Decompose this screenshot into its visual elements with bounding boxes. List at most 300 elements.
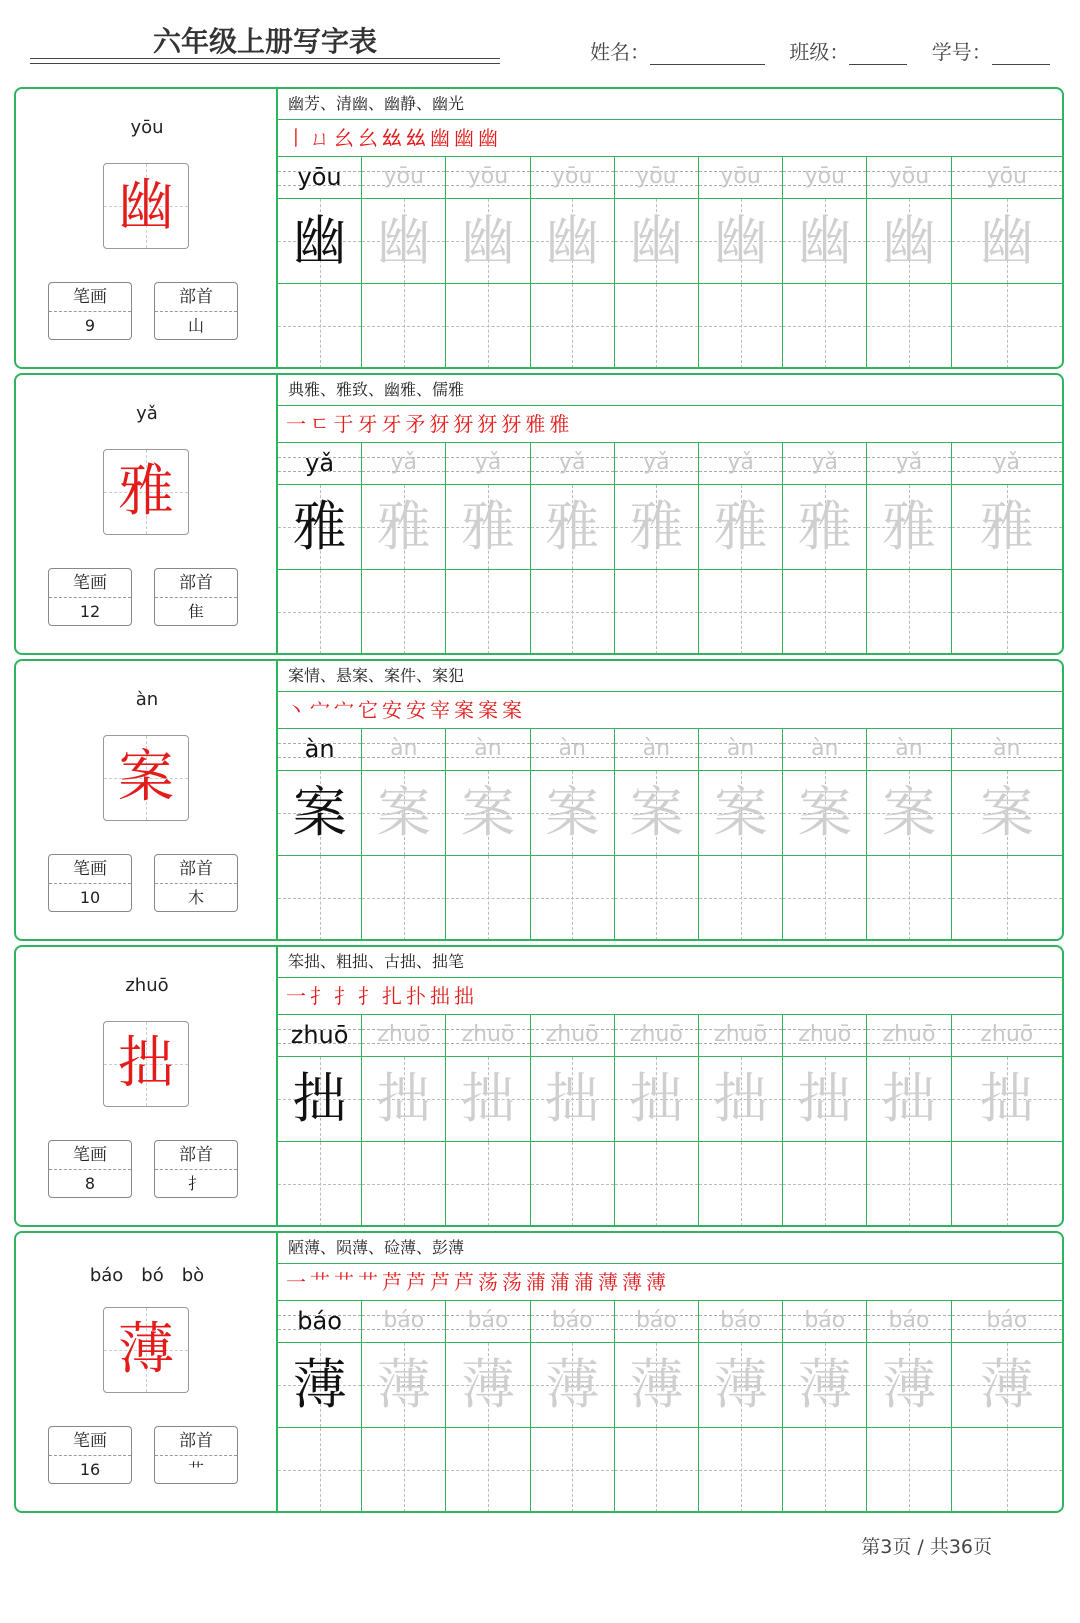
blank-writing-cell[interactable] — [362, 1428, 446, 1512]
stroke-count-value: 9 — [84, 316, 96, 335]
radical-value: 扌 — [187, 1174, 204, 1193]
practice-pinyin: yǎ — [305, 449, 335, 477]
trace-cell[interactable] — [699, 199, 783, 284]
practice-character: 幽 — [376, 209, 431, 272]
stroke-step: 犽 — [453, 412, 478, 436]
practice-character: 薄 — [460, 1353, 515, 1416]
blank-writing-cell[interactable] — [278, 1428, 362, 1512]
stroke-step: 丨 — [286, 126, 310, 150]
practice-character: 拙 — [881, 1067, 936, 1130]
practice-pinyin: báo — [297, 1307, 342, 1335]
stroke-step: 艹 — [310, 1270, 334, 1294]
char-pinyin: báo bó bò — [89, 1265, 205, 1286]
pinyin-cell[interactable] — [362, 1015, 446, 1057]
pinyin-cell[interactable] — [278, 1015, 362, 1057]
practice-panel — [278, 1233, 1062, 1511]
pinyin-cell[interactable] — [952, 1301, 1062, 1343]
blank-writing-cell[interactable] — [952, 1142, 1062, 1226]
stroke-step: 安 — [382, 698, 406, 722]
pinyin-cell[interactable] — [362, 1301, 446, 1343]
practice-pinyin: zhuō — [461, 1022, 515, 1047]
name-blank[interactable] — [650, 42, 765, 65]
pinyin-cell[interactable] — [278, 729, 362, 771]
example-words: 陋薄、陨薄、硷薄、彭薄 — [278, 1233, 1062, 1264]
practice-character: 雅 — [713, 495, 768, 558]
trace-cell[interactable] — [531, 1343, 615, 1428]
practice-pinyin: báo — [635, 1308, 677, 1333]
blank-writing-cell[interactable] — [699, 1428, 783, 1512]
practice-pinyin: yǎ — [558, 450, 586, 475]
practice-character: 雅 — [881, 495, 936, 558]
stroke-step: 案 — [478, 698, 502, 722]
pinyin-cell[interactable] — [952, 157, 1062, 199]
practice-character: 幽 — [713, 209, 768, 272]
stroke-step: 犽 — [501, 412, 526, 436]
trace-cell[interactable] — [446, 485, 530, 570]
pinyin-cell[interactable] — [783, 1015, 867, 1057]
stroke-step: 荡 — [478, 1270, 502, 1294]
stroke-step: ㄷ — [310, 412, 334, 436]
pinyin-cell[interactable] — [783, 1301, 867, 1343]
practice-pinyin: yōu — [888, 164, 930, 189]
pinyin-cell[interactable] — [362, 157, 446, 199]
trace-cell[interactable] — [362, 1343, 446, 1428]
trace-cell[interactable] — [952, 199, 1062, 284]
pinyin-cell[interactable] — [531, 1301, 615, 1343]
trace-cell[interactable] — [867, 485, 951, 570]
stroke-step: 牙 — [381, 412, 406, 436]
practice-character: 拙 — [460, 1067, 515, 1130]
pinyin-cell[interactable] — [531, 1015, 615, 1057]
stroke-step: 幽 — [454, 126, 478, 150]
radical-box — [154, 854, 238, 912]
stroke-step: 牙 — [357, 412, 382, 436]
trace-cell[interactable] — [867, 771, 951, 856]
pinyin-cell[interactable] — [783, 157, 867, 199]
blank-writing-cell[interactable] — [699, 570, 783, 654]
stroke-step: 雅 — [525, 412, 550, 436]
radical-value: 山 — [187, 316, 204, 335]
pinyin-cell[interactable] — [867, 1015, 951, 1057]
practice-character: 薄 — [713, 1353, 768, 1416]
stroke-step: 芦 — [430, 1270, 454, 1294]
pinyin-cell[interactable] — [952, 443, 1062, 485]
practice-pinyin: báo — [467, 1308, 509, 1333]
practice-character: 案 — [545, 781, 600, 844]
radical-value: 隹 — [187, 602, 204, 621]
blank-writing-cell[interactable] — [783, 284, 867, 368]
pinyin-cell[interactable] — [278, 443, 362, 485]
blank-writing-cell[interactable] — [278, 1142, 362, 1226]
stroke-step: 扌 — [310, 984, 334, 1008]
worksheet-title — [30, 18, 500, 68]
practice-character: 雅 — [460, 495, 515, 558]
blank-writing-cell[interactable] — [952, 1428, 1062, 1512]
practice-character: 幽 — [460, 209, 515, 272]
pinyin-cell[interactable] — [699, 1015, 783, 1057]
stroke-step: 一 — [286, 984, 310, 1008]
trace-cell[interactable] — [446, 1057, 530, 1142]
practice-pinyin: àn — [895, 736, 923, 761]
practice-character: 幽 — [545, 209, 600, 272]
stroke-step: 薄 — [646, 1270, 670, 1294]
blank-writing-cell[interactable] — [867, 570, 951, 654]
pinyin-cell[interactable] — [867, 157, 951, 199]
blank-writing-cell[interactable] — [362, 284, 446, 368]
trace-cell[interactable] — [531, 199, 615, 284]
stroke-step: 于 — [333, 412, 358, 436]
blank-writing-cell[interactable] — [615, 856, 699, 940]
character-card — [14, 87, 1064, 369]
practice-pinyin: yǎ — [474, 450, 502, 475]
blank-writing-cell[interactable] — [531, 856, 615, 940]
pinyin-cell[interactable] — [446, 443, 530, 485]
blank-writing-cell[interactable] — [867, 1428, 951, 1512]
pinyin-cell[interactable] — [615, 729, 699, 771]
pinyin-cell[interactable] — [699, 729, 783, 771]
trace-cell[interactable] — [362, 771, 446, 856]
pinyin-cell[interactable] — [531, 729, 615, 771]
blank-writing-cell[interactable] — [952, 856, 1062, 940]
radical-box — [154, 282, 238, 340]
practice-character: 案 — [713, 781, 768, 844]
trace-cell[interactable] — [699, 1057, 783, 1142]
char-display-box — [103, 1021, 189, 1107]
radical-label: 部首 — [155, 855, 237, 884]
radical-value: 木 — [187, 888, 204, 907]
blank-writing-cell[interactable] — [615, 1142, 699, 1226]
pinyin-cell[interactable] — [867, 1301, 951, 1343]
practice-character: 案 — [797, 781, 852, 844]
radical-label: 部首 — [155, 1427, 237, 1456]
practice-panel — [278, 375, 1062, 653]
practice-character: 幽 — [797, 209, 852, 272]
trace-cell[interactable] — [615, 1057, 699, 1142]
pinyin-cell[interactable] — [615, 1015, 699, 1057]
blank-writing-cell[interactable] — [531, 284, 615, 368]
blank-writing-cell[interactable] — [362, 1142, 446, 1226]
pinyin-cell[interactable] — [446, 1301, 530, 1343]
pinyin-cell[interactable] — [699, 443, 783, 485]
stroke-step: 案 — [454, 698, 478, 722]
stroke-step: 扎 — [382, 984, 406, 1008]
trace-cell[interactable] — [531, 1057, 615, 1142]
blank-writing-cell[interactable] — [615, 570, 699, 654]
trace-cell[interactable] — [783, 771, 867, 856]
blank-writing-cell[interactable] — [952, 570, 1062, 654]
blank-writing-cell[interactable] — [615, 284, 699, 368]
student-no-blank[interactable] — [992, 42, 1050, 65]
pinyin-cell[interactable] — [615, 1301, 699, 1343]
class-field — [789, 36, 907, 65]
practice-character: 雅 — [629, 495, 684, 558]
stroke-step: 蒲 — [526, 1270, 550, 1294]
trace-cell[interactable] — [699, 485, 783, 570]
main-character: 薄 — [118, 1317, 174, 1382]
blank-writing-cell[interactable] — [446, 856, 530, 940]
stroke-count-value: 12 — [79, 602, 101, 621]
practice-character: 薄 — [797, 1353, 852, 1416]
practice-pinyin: yǎ — [390, 450, 418, 475]
practice-character: 幽 — [979, 209, 1034, 272]
blank-writing-cell[interactable] — [867, 284, 951, 368]
stroke-step: ㄩ — [310, 126, 334, 150]
trace-cell[interactable] — [362, 199, 446, 284]
blank-writing-cell[interactable] — [531, 570, 615, 654]
char-pinyin: àn — [135, 689, 159, 710]
stroke-order — [278, 1264, 1062, 1301]
practice-pinyin: yōu — [636, 164, 677, 189]
trace-cell[interactable] — [867, 1343, 951, 1428]
practice-character: 拙 — [376, 1067, 431, 1130]
pinyin-cell[interactable] — [362, 443, 446, 485]
stroke-count-label: 笔画 — [49, 569, 131, 598]
practice-pinyin: yōu — [551, 164, 593, 189]
practice-pinyin: yōu — [804, 164, 845, 189]
stroke-order — [278, 406, 1062, 443]
pinyin-cell[interactable] — [867, 443, 951, 485]
stroke-step: 扌 — [334, 984, 358, 1008]
blank-writing-cell[interactable] — [362, 570, 446, 654]
stroke-step: 幽 — [478, 126, 502, 150]
practice-grid — [278, 1015, 1062, 1225]
example-words: 典雅、雅致、幽雅、儒雅 — [278, 375, 1062, 406]
practice-character: 案 — [629, 781, 684, 844]
title-underline-2 — [30, 63, 500, 64]
practice-pinyin: báo — [551, 1308, 593, 1333]
trace-cell[interactable] — [867, 199, 951, 284]
blank-writing-cell[interactable] — [446, 1428, 530, 1512]
pinyin-cell[interactable] — [278, 157, 362, 199]
practice-pinyin: zhuō — [714, 1022, 768, 1047]
stroke-step: 犽 — [477, 412, 502, 436]
pinyin-cell[interactable] — [446, 157, 530, 199]
practice-character: 拙 — [979, 1067, 1034, 1130]
stroke-step: 安 — [406, 698, 430, 722]
pinyin-cell[interactable] — [446, 729, 530, 771]
blank-writing-cell[interactable] — [531, 1428, 615, 1512]
blank-writing-cell[interactable] — [783, 570, 867, 654]
practice-character: 拙 — [713, 1067, 768, 1130]
trace-cell[interactable] — [446, 1343, 530, 1428]
character-card — [14, 373, 1064, 655]
pinyin-cell[interactable] — [615, 157, 699, 199]
trace-cell[interactable] — [783, 1343, 867, 1428]
stroke-step: 艹 — [334, 1270, 358, 1294]
practice-character: 薄 — [376, 1353, 431, 1416]
blank-writing-cell[interactable] — [278, 856, 362, 940]
character-card — [14, 945, 1064, 1227]
trace-cell[interactable] — [446, 771, 530, 856]
example-words: 笨拙、粗拙、古拙、拙笔 — [278, 947, 1062, 978]
trace-cell[interactable] — [952, 1343, 1062, 1428]
char-display-box — [103, 449, 189, 535]
blank-writing-cell[interactable] — [699, 1142, 783, 1226]
stroke-count-label: 笔画 — [49, 855, 131, 884]
student-no-field — [932, 36, 1050, 65]
blank-writing-cell[interactable] — [615, 1428, 699, 1512]
trace-cell[interactable] — [278, 199, 362, 284]
class-blank[interactable] — [849, 42, 907, 65]
stroke-count-box — [48, 1426, 132, 1484]
main-character: 案 — [118, 745, 174, 810]
stroke-step: 扌 — [358, 984, 382, 1008]
pinyin-cell[interactable] — [699, 1301, 783, 1343]
blank-writing-cell[interactable] — [952, 284, 1062, 368]
practice-pinyin: àn — [726, 736, 755, 761]
stroke-step: 宀 — [310, 698, 334, 722]
trace-cell[interactable] — [783, 485, 867, 570]
blank-writing-cell[interactable] — [783, 856, 867, 940]
practice-pinyin: yōu — [297, 163, 342, 191]
radical-box — [154, 568, 238, 626]
practice-character: 案 — [292, 781, 347, 844]
stroke-step: 它 — [358, 698, 382, 722]
pinyin-cell[interactable] — [867, 729, 951, 771]
example-words: 案情、悬案、案件、案犯 — [278, 661, 1062, 692]
trace-cell[interactable] — [615, 485, 699, 570]
stroke-order — [278, 120, 1062, 157]
pinyin-cell[interactable] — [531, 157, 615, 199]
stroke-step: 矛 — [405, 412, 430, 436]
name-label: 姓名： — [590, 40, 650, 64]
stroke-step: 𢆶 — [382, 126, 406, 150]
stroke-count-box — [48, 568, 132, 626]
trace-cell[interactable] — [783, 199, 867, 284]
practice-character: 薄 — [545, 1353, 600, 1416]
pinyin-cell[interactable] — [278, 1301, 362, 1343]
practice-panel — [278, 947, 1062, 1225]
blank-writing-cell[interactable] — [531, 1142, 615, 1226]
stroke-step: 艹 — [358, 1270, 382, 1294]
student-no-label: 学号： — [931, 40, 992, 64]
blank-writing-cell[interactable] — [783, 1142, 867, 1226]
stroke-step: 犽 — [429, 412, 454, 436]
blank-writing-cell[interactable] — [699, 856, 783, 940]
blank-writing-cell[interactable] — [867, 856, 951, 940]
stroke-count-label: 笔画 — [49, 283, 131, 312]
practice-pinyin: àn — [558, 736, 586, 761]
trace-cell[interactable] — [615, 199, 699, 284]
blank-writing-cell[interactable] — [867, 1142, 951, 1226]
stroke-step: 芦 — [406, 1270, 430, 1294]
trace-cell[interactable] — [531, 771, 615, 856]
trace-cell[interactable] — [867, 1057, 951, 1142]
practice-pinyin: yǎ — [643, 450, 670, 475]
trace-cell[interactable] — [699, 1343, 783, 1428]
stroke-step: 一 — [286, 412, 310, 436]
pinyin-cell[interactable] — [615, 443, 699, 485]
pinyin-cell[interactable] — [699, 157, 783, 199]
radical-label: 部首 — [155, 569, 237, 598]
practice-pinyin: báo — [720, 1308, 762, 1333]
practice-character: 幽 — [881, 209, 936, 272]
blank-writing-cell[interactable] — [362, 856, 446, 940]
practice-character: 案 — [881, 781, 936, 844]
practice-pinyin: báo — [383, 1308, 425, 1333]
practice-pinyin: àn — [304, 735, 335, 763]
blank-writing-cell[interactable] — [446, 1142, 530, 1226]
trace-cell[interactable] — [952, 1057, 1062, 1142]
main-character: 幽 — [118, 173, 174, 238]
char-pinyin: yǎ — [136, 403, 158, 424]
practice-pinyin: yōu — [467, 164, 509, 189]
char-info-panel — [16, 1233, 278, 1511]
practice-pinyin: àn — [642, 736, 671, 761]
practice-character: 薄 — [629, 1353, 684, 1416]
practice-pinyin: yōu — [720, 164, 761, 189]
main-character: 雅 — [118, 459, 174, 524]
practice-pinyin: báo — [986, 1308, 1028, 1333]
blank-writing-cell[interactable] — [278, 284, 362, 368]
name-field — [590, 36, 765, 65]
title-underline — [30, 58, 500, 59]
trace-cell[interactable] — [699, 771, 783, 856]
character-card — [14, 659, 1064, 941]
trace-cell[interactable] — [362, 485, 446, 570]
stroke-step: 扑 — [406, 984, 430, 1008]
trace-cell[interactable] — [952, 771, 1062, 856]
trace-cell[interactable] — [952, 485, 1062, 570]
practice-character: 案 — [460, 781, 515, 844]
pinyin-cell[interactable] — [783, 443, 867, 485]
pinyin-cell[interactable] — [362, 729, 446, 771]
blank-writing-cell[interactable] — [783, 1428, 867, 1512]
trace-cell[interactable] — [278, 1343, 362, 1428]
character-card — [14, 1231, 1064, 1513]
practice-pinyin: zhuō — [290, 1021, 349, 1049]
char-info-panel — [16, 661, 278, 939]
stroke-step: 丶 — [286, 698, 310, 722]
char-display-box — [103, 735, 189, 821]
practice-character: 薄 — [881, 1353, 936, 1416]
practice-pinyin: yōu — [383, 164, 424, 189]
pinyin-cell[interactable] — [531, 443, 615, 485]
trace-cell[interactable] — [531, 485, 615, 570]
trace-cell[interactable] — [278, 771, 362, 856]
trace-cell[interactable] — [362, 1057, 446, 1142]
blank-writing-cell[interactable] — [446, 284, 530, 368]
stroke-step: 一 — [286, 1270, 310, 1294]
stroke-step: 蒲 — [574, 1270, 598, 1294]
pinyin-cell[interactable] — [952, 1015, 1062, 1057]
trace-cell[interactable] — [278, 485, 362, 570]
practice-character: 雅 — [797, 495, 852, 558]
practice-character: 拙 — [797, 1067, 852, 1130]
trace-cell[interactable] — [615, 771, 699, 856]
practice-character: 薄 — [979, 1353, 1034, 1416]
stroke-count-box — [48, 854, 132, 912]
class-label: 班级： — [789, 40, 850, 64]
pinyin-cell[interactable] — [446, 1015, 530, 1057]
trace-cell[interactable] — [278, 1057, 362, 1142]
trace-cell[interactable] — [783, 1057, 867, 1142]
practice-character: 雅 — [292, 495, 347, 558]
practice-character: 案 — [979, 781, 1034, 844]
radical-label: 部首 — [155, 283, 237, 312]
trace-cell[interactable] — [615, 1343, 699, 1428]
blank-writing-cell[interactable] — [699, 284, 783, 368]
pinyin-cell[interactable] — [783, 729, 867, 771]
blank-writing-cell[interactable] — [278, 570, 362, 654]
practice-character: 雅 — [979, 495, 1034, 558]
practice-pinyin: yǎ — [727, 450, 754, 475]
practice-panel — [278, 661, 1062, 939]
pinyin-cell[interactable] — [952, 729, 1062, 771]
trace-cell[interactable] — [446, 199, 530, 284]
radical-label: 部首 — [155, 1141, 237, 1170]
blank-writing-cell[interactable] — [446, 570, 530, 654]
